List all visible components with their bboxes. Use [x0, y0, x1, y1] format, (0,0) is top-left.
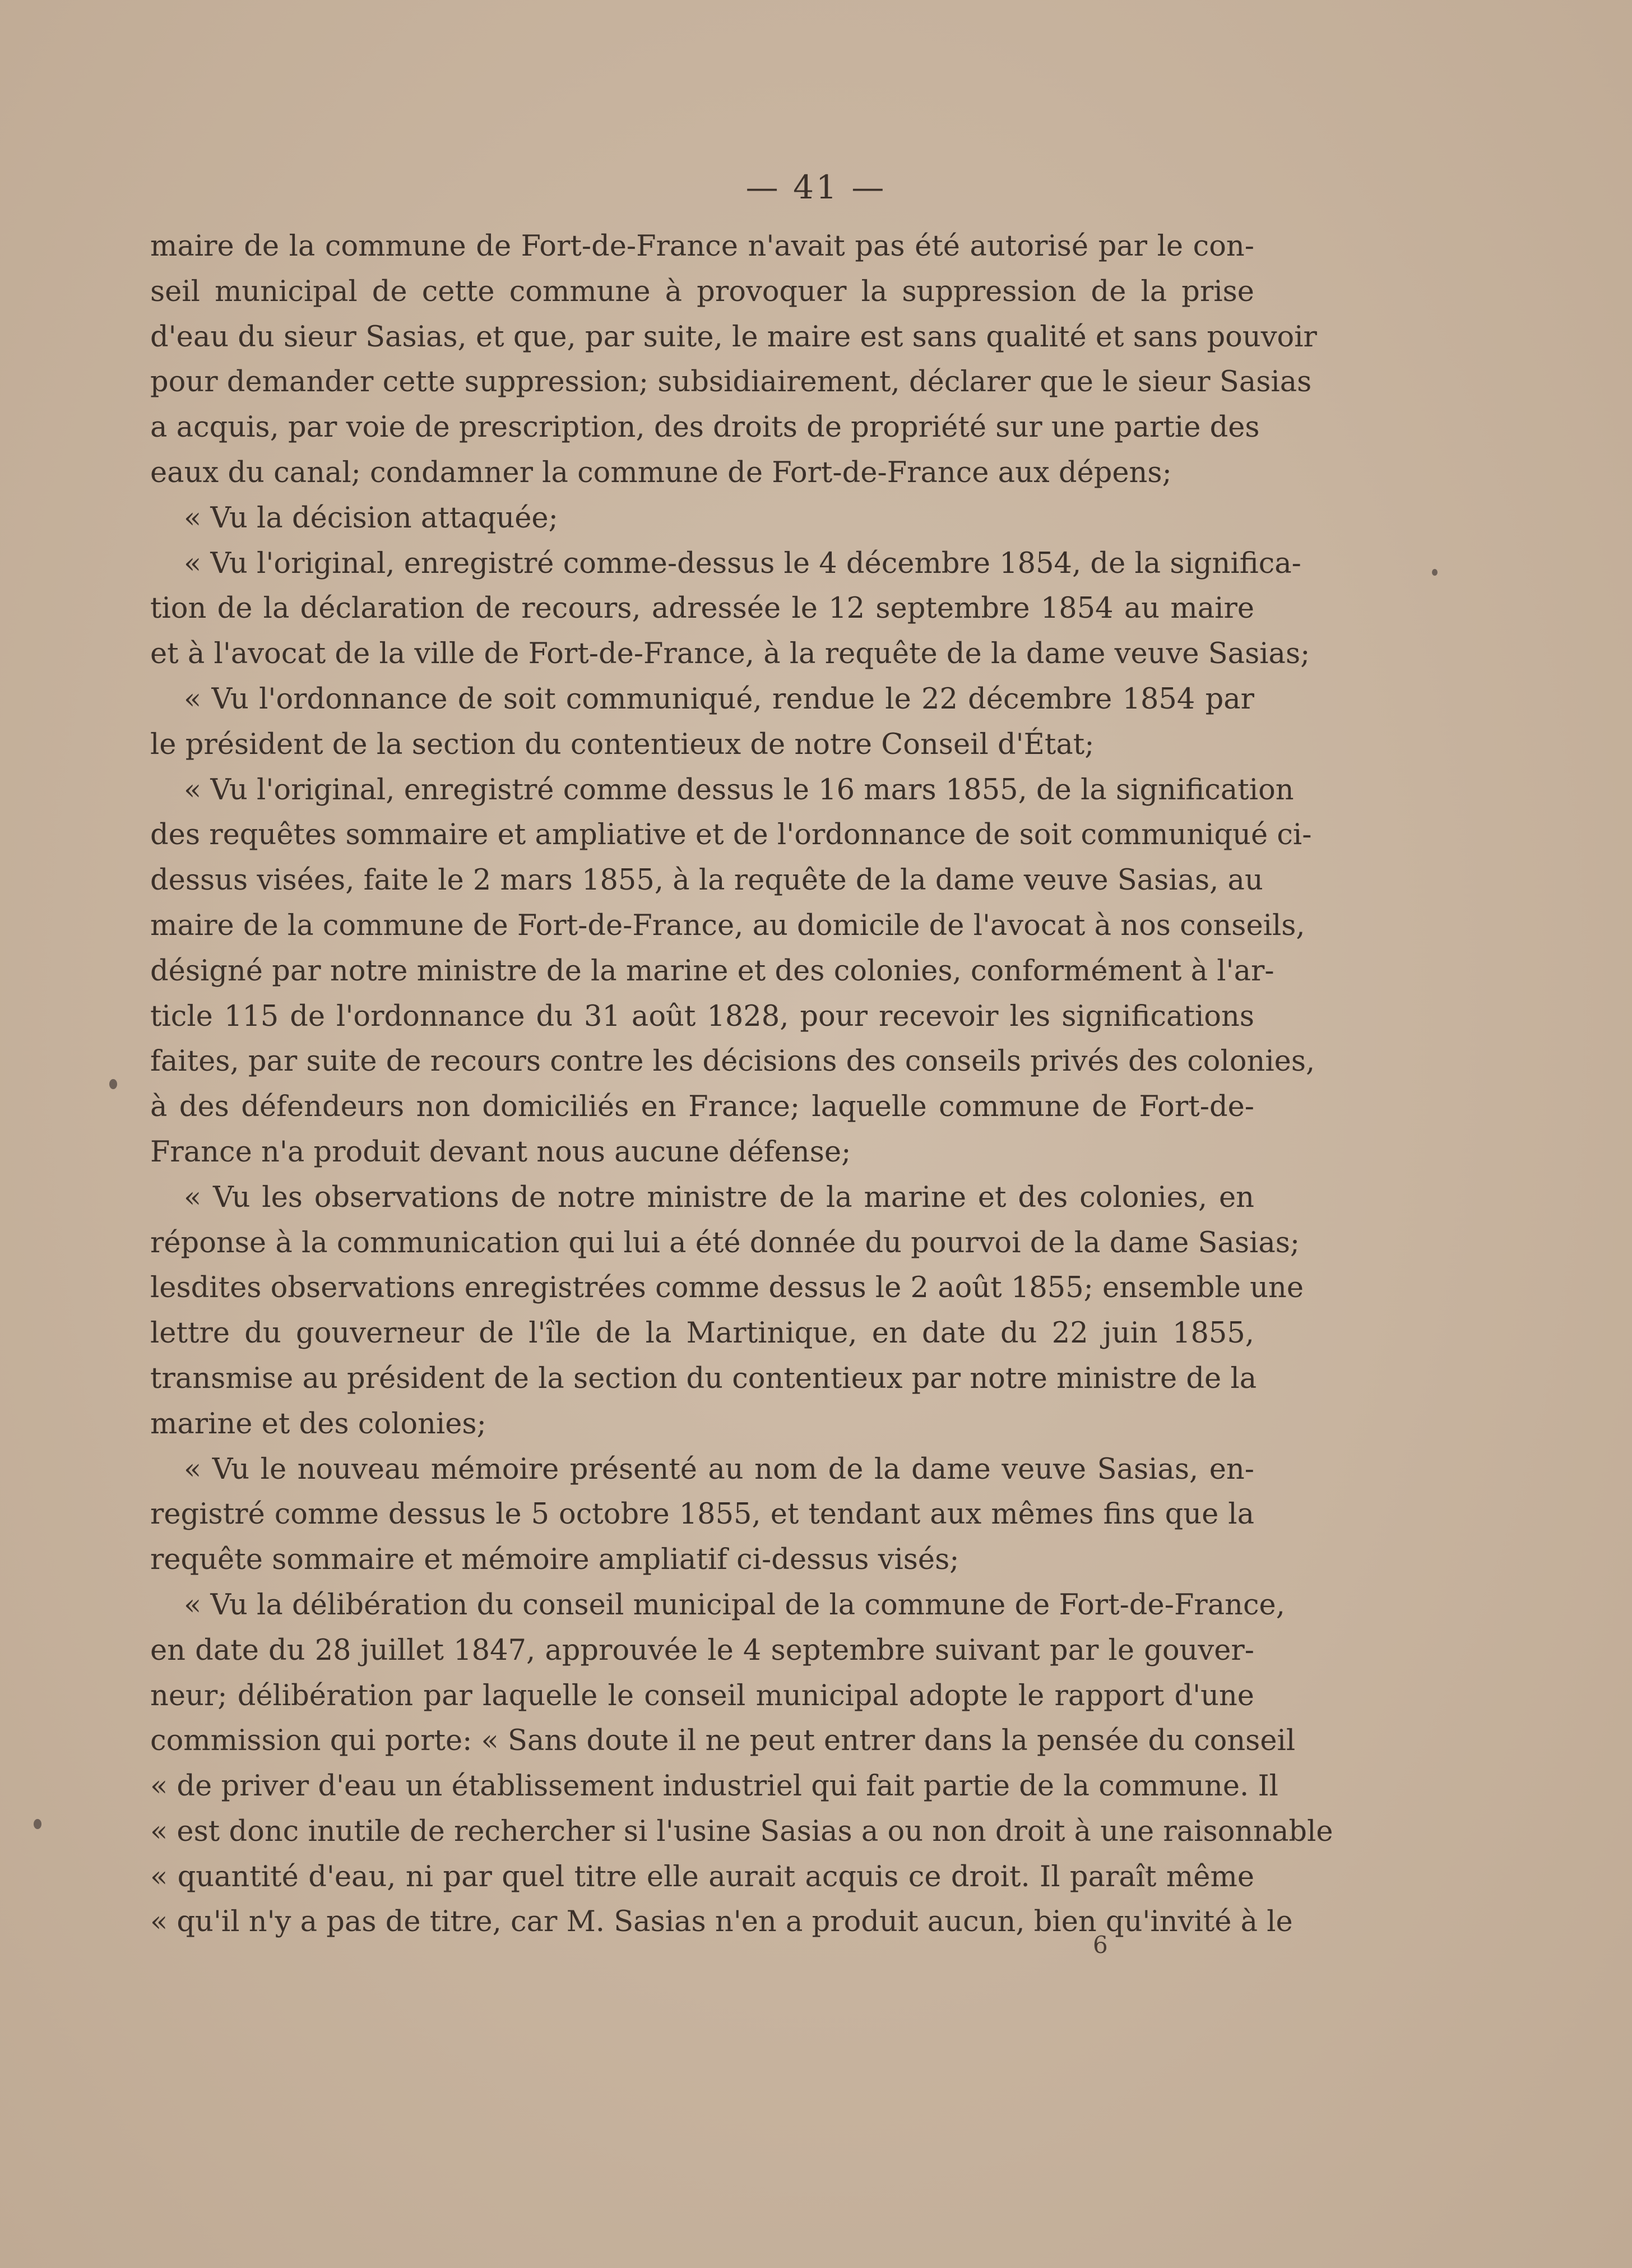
text-line: réponse à la communication qui lui a été donnée du pourvoi de la dame Sasias; — [150, 1226, 1300, 1260]
text-line: le président de la section du contentieux de notre Conseil d'État; — [150, 728, 1095, 761]
text-line: France n'a produit devant nous aucune défense; — [150, 1135, 851, 1169]
text-line: a acquis, par voie de prescription, des droits de propriété sur une partie des — [150, 411, 1260, 445]
body-text — [150, 224, 1333, 1945]
text-line: maire de la commune de Fort-de-France n'avait pas été autorisé par le con- — [150, 230, 1254, 263]
text-line: dessus visées, faite le 2 mars 1855, à la requête de la dame veuve Sasias, au — [150, 864, 1263, 897]
text-line: ticle 115 de l'ordonnance du 31 août 1828, pour recevoir les significations — [150, 999, 1254, 1033]
text-line: requête sommaire et mémoire ampliatif ci-dessus visés; — [150, 1543, 959, 1577]
signature-mark: 6 — [1093, 1931, 1108, 1959]
text-line: pour demander cette suppression; subsidiairement, déclarer que le sieur Sasias — [150, 365, 1312, 399]
text-line: marine et des colonies; — [150, 1407, 486, 1441]
text-line: commission qui porte: « Sans doute il ne peut entrer dans la pensée du conseil — [150, 1724, 1296, 1758]
text-line: « Vu la délibération du conseil municipal de la commune de Fort-de-France, — [184, 1588, 1285, 1622]
text-line: seil municipal de cette commune à provoquer la suppression de la prise — [150, 275, 1254, 308]
text-line: et à l'avocat de la ville de Fort-de-France, à la requête de la dame veuve Sasias; — [150, 637, 1310, 671]
text-line: « Vu la décision attaquée; — [184, 501, 558, 535]
paper-speck — [34, 1819, 41, 1829]
text-line: à des défendeurs non domiciliés en France; laquelle commune de Fort-de- — [150, 1090, 1254, 1124]
paper-speck — [1432, 569, 1438, 576]
text-line: transmise au président de la section du contentieux par notre ministre de la — [150, 1362, 1257, 1395]
text-line: « quantité d'eau, ni par quel titre elle aurait acquis ce droit. Il paraît même — [150, 1860, 1254, 1894]
text-line: « qu'il n'y a pas de titre, car M. Sasias n'en a produit aucun, bien qu'invité à le — [150, 1905, 1293, 1939]
text-line: désigné par notre ministre de la marine et des colonies, conformément à l'ar- — [150, 954, 1274, 988]
page-number: — 41 — — [745, 168, 887, 206]
text-line: eaux du canal; condamner la commune de Fort-de-France aux dépens; — [150, 456, 1172, 489]
text-line: tion de la déclaration de recours, adressée le 12 septembre 1854 au maire — [150, 592, 1254, 626]
text-line: « Vu les observations de notre ministre de la marine et des colonies, en — [184, 1181, 1254, 1214]
text-line: lesdites observations enregistrées comme dessus le 2 août 1855; ensemble une — [150, 1271, 1304, 1305]
text-line: faites, par suite de recours contre les décisions des conseils privés des colonies, — [150, 1045, 1315, 1079]
paper-speck — [109, 1079, 117, 1089]
text-line: maire de la commune de Fort-de-France, au domicile de l'avocat à nos conseils, — [150, 909, 1305, 942]
text-line: registré comme dessus le 5 octobre 1855, et tendant aux mêmes fins que la — [150, 1498, 1254, 1531]
text-line: « est donc inutile de rechercher si l'usine Sasias a ou non droit à une raisonnable — [150, 1815, 1333, 1848]
text-line: « Vu l'original, enregistré comme dessus le 16 mars 1855, de la signification — [184, 773, 1294, 807]
text-line: des requêtes sommaire et ampliative et de l'ordonnance de soit communiqué ci- — [150, 818, 1312, 852]
text-line: en date du 28 juillet 1847, approuvée le 4 septembre suivant par le gouver- — [150, 1633, 1254, 1667]
text-line: lettre du gouverneur de l'île de la Martinique, en date du 22 juin 1855, — [150, 1317, 1254, 1350]
text-line: « Vu l'original, enregistré comme-dessus le 4 décembre 1854, de la significa- — [184, 547, 1301, 580]
text-line: neur; délibération par laquelle le conseil municipal adopte le rapport d'une — [150, 1679, 1254, 1712]
text-line: « Vu l'ordonnance de soit communiqué, rendue le 22 décembre 1854 par — [184, 682, 1254, 716]
text-line: « Vu le nouveau mémoire présenté au nom de la dame veuve Sasias, en- — [184, 1452, 1254, 1486]
text-line: d'eau du sieur Sasias, et que, par suite, le maire est sans qualité et sans pouvoir — [150, 320, 1317, 354]
text-line: « de priver d'eau un établissement industriel qui fait partie de la commune. Il — [150, 1770, 1278, 1803]
